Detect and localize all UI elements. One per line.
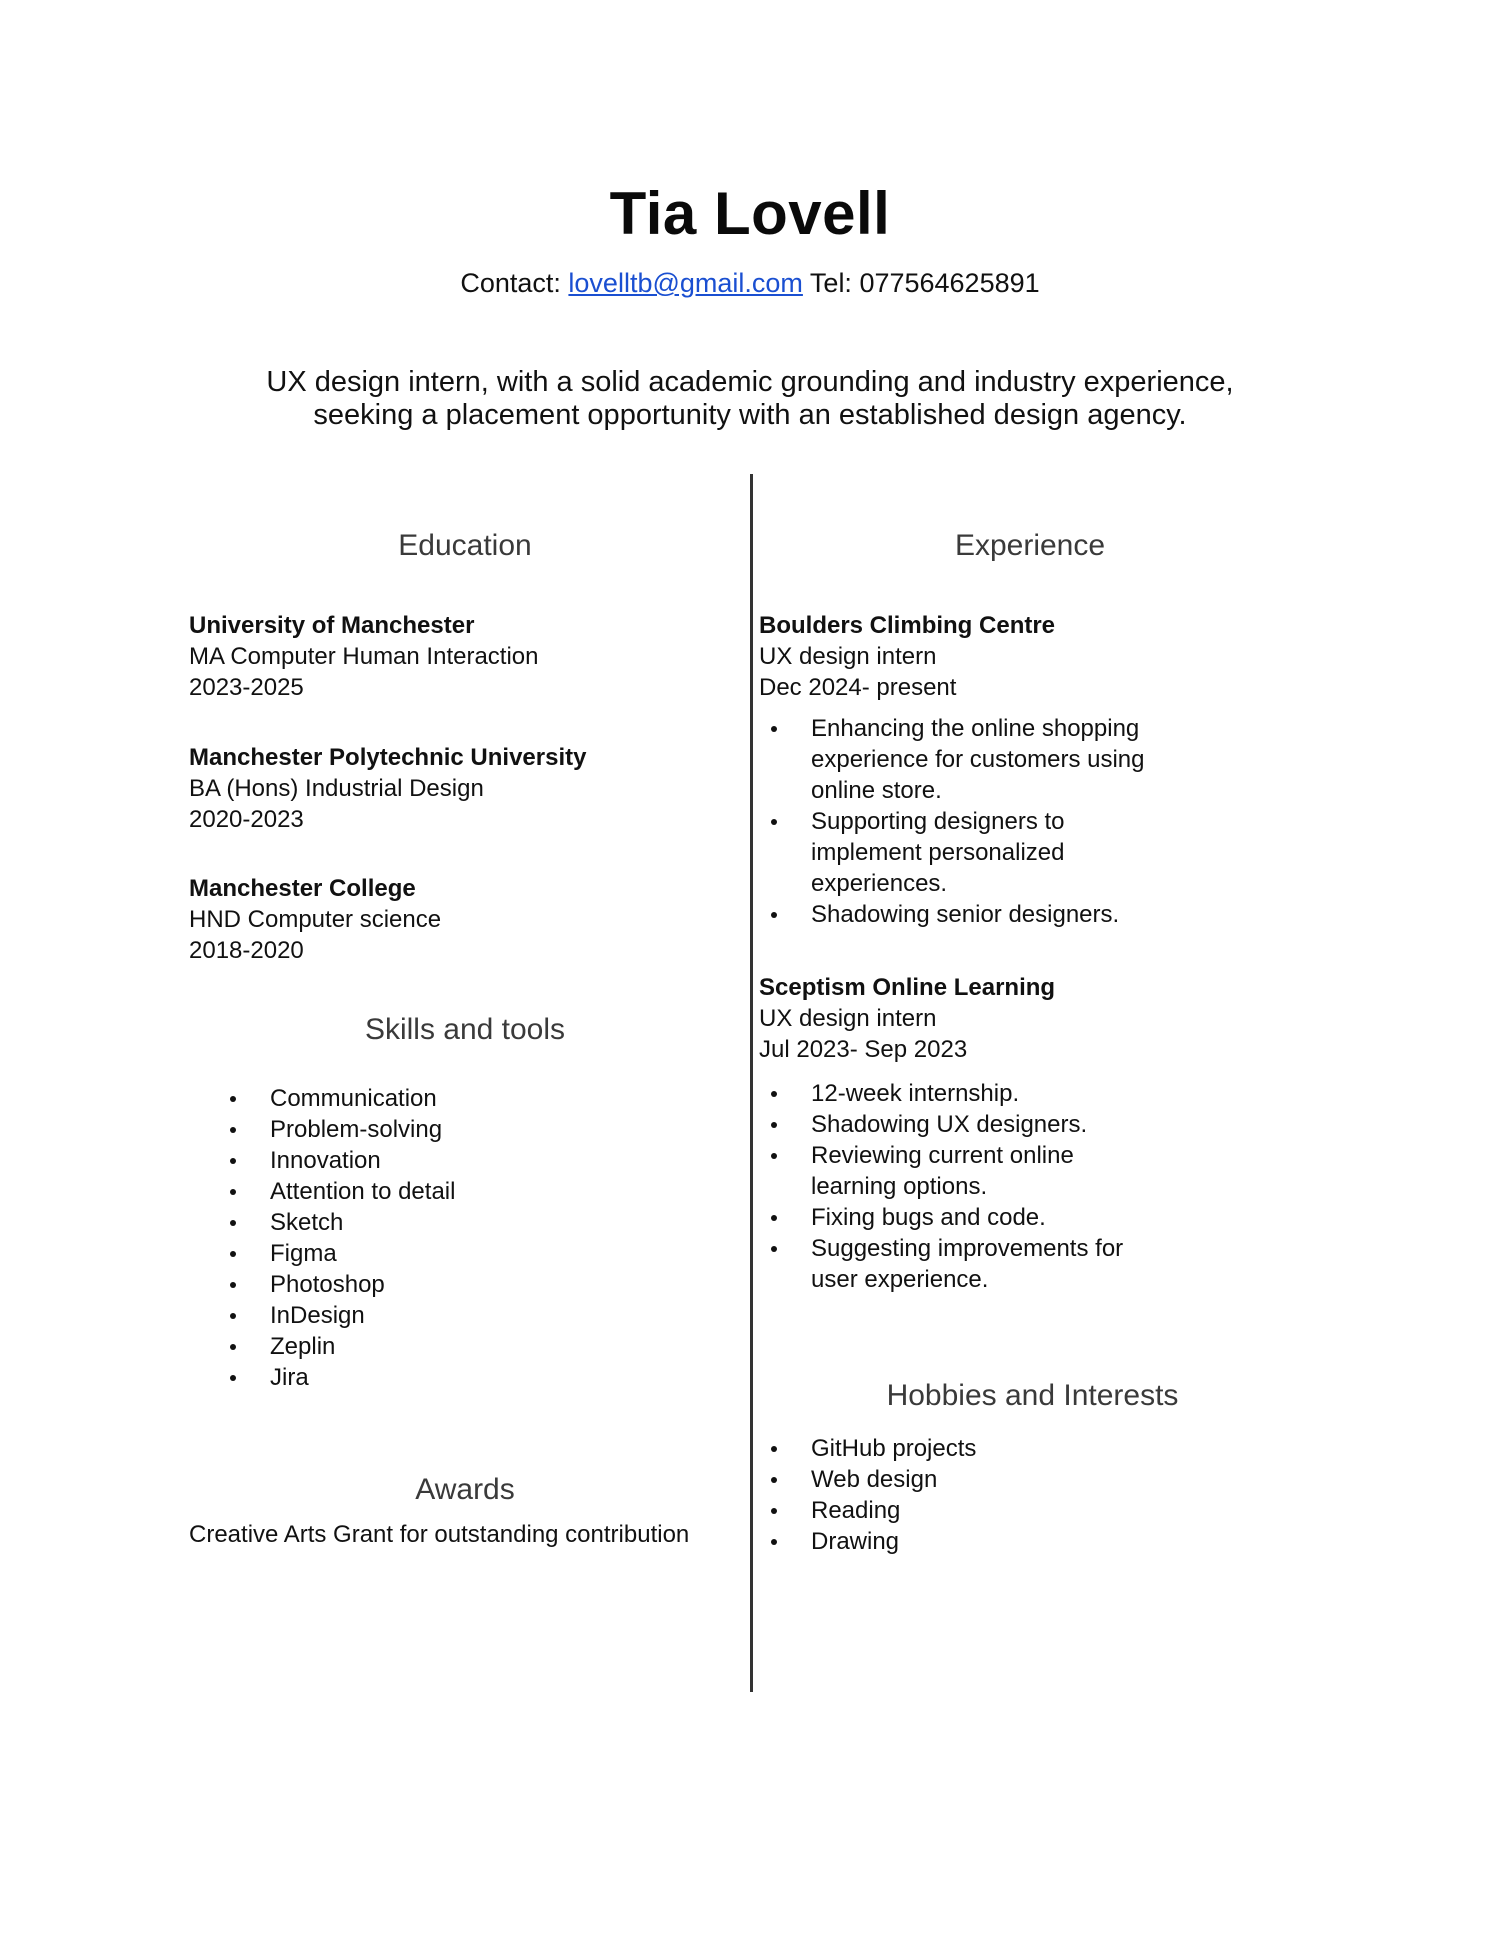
list-item: Reading bbox=[759, 1495, 976, 1526]
telephone: Tel: 077564625891 bbox=[809, 268, 1040, 298]
list-item bbox=[759, 806, 1145, 899]
list-item: Attention to detail bbox=[218, 1176, 455, 1207]
award-item: Creative Arts Grant for outstanding contribution bbox=[189, 1521, 690, 1548]
experience-bullets bbox=[759, 713, 1145, 930]
education-org: University of Manchester bbox=[189, 612, 475, 639]
list-item-line: experience for customers using bbox=[811, 746, 1145, 773]
education-course: HND Computer science bbox=[189, 906, 442, 933]
experience-dates: Dec 2024- present bbox=[759, 674, 957, 701]
list-item-line: experiences. bbox=[811, 870, 948, 897]
resume-name: Tia Lovell bbox=[609, 180, 891, 247]
education-years: 2020-2023 bbox=[189, 806, 304, 833]
column-divider bbox=[750, 474, 753, 1692]
list-item-line: 12-week internship. bbox=[811, 1080, 1020, 1107]
list-item: Figma bbox=[218, 1238, 455, 1269]
list-item-line: implement personalized bbox=[811, 839, 1065, 866]
hobbies-title: Hobbies and Interests bbox=[886, 1379, 1179, 1412]
education-entry bbox=[189, 742, 586, 835]
education-course: BA (Hons) Industrial Design bbox=[189, 775, 484, 802]
list-item-line: Supporting designers to bbox=[811, 808, 1065, 835]
experience-entry bbox=[759, 610, 1055, 703]
education-course: MA Computer Human Interaction bbox=[189, 643, 539, 670]
summary bbox=[150, 366, 1350, 432]
email-link[interactable]: lovelltb@gmail.com bbox=[568, 268, 803, 298]
list-item: Innovation bbox=[218, 1145, 455, 1176]
list-item: Web design bbox=[759, 1464, 976, 1495]
skills-list bbox=[218, 1083, 455, 1393]
list-item: Problem-solving bbox=[218, 1114, 455, 1145]
list-item-line: online store. bbox=[811, 777, 942, 804]
hobbies-list bbox=[759, 1433, 976, 1557]
list-item bbox=[759, 899, 1145, 930]
list-item-line: Enhancing the online shopping bbox=[811, 715, 1140, 742]
list-item bbox=[759, 1233, 1123, 1295]
list-item-line: Shadowing UX designers. bbox=[811, 1111, 1088, 1138]
experience-bullets bbox=[759, 1078, 1123, 1295]
education-entry bbox=[189, 873, 441, 966]
list-item bbox=[759, 713, 1145, 806]
list-item-line: Reviewing current online bbox=[811, 1142, 1074, 1169]
list-item bbox=[759, 1140, 1123, 1202]
education-years: 2023-2025 bbox=[189, 674, 304, 701]
contact-label: Contact: bbox=[460, 268, 561, 298]
list-item-line: Fixing bugs and code. bbox=[811, 1204, 1046, 1231]
experience-role: UX design intern bbox=[759, 643, 937, 670]
education-org: Manchester Polytechnic University bbox=[189, 744, 587, 771]
list-item-line: Shadowing senior designers. bbox=[811, 901, 1120, 928]
list-item-line: Suggesting improvements for bbox=[811, 1235, 1124, 1262]
experience-role: UX design intern bbox=[759, 1005, 937, 1032]
skills-title: Skills and tools bbox=[364, 1013, 566, 1046]
summary-line: UX design intern, with a solid academic grounding and industry experience, bbox=[266, 366, 1234, 398]
list-item: Sketch bbox=[218, 1207, 455, 1238]
list-item bbox=[759, 1202, 1123, 1233]
list-item bbox=[759, 1109, 1123, 1140]
list-item: Jira bbox=[218, 1362, 455, 1393]
education-org: Manchester College bbox=[189, 875, 416, 902]
awards-title: Awards bbox=[415, 1473, 515, 1506]
experience-entry bbox=[759, 972, 1055, 1065]
list-item: Photoshop bbox=[218, 1269, 455, 1300]
list-item: Zeplin bbox=[218, 1331, 455, 1362]
list-item bbox=[759, 1078, 1123, 1109]
list-item: InDesign bbox=[218, 1300, 455, 1331]
list-item: Communication bbox=[218, 1083, 455, 1114]
list-item: Drawing bbox=[759, 1526, 976, 1557]
list-item: GitHub projects bbox=[759, 1433, 976, 1464]
experience-title: Experience bbox=[954, 529, 1106, 562]
summary-line: seeking a placement opportunity with an established design agency. bbox=[313, 399, 1187, 431]
list-item-line: learning options. bbox=[811, 1173, 988, 1200]
education-title: Education bbox=[398, 529, 532, 562]
education-entry bbox=[189, 610, 539, 703]
experience-org: Sceptism Online Learning bbox=[759, 974, 1056, 1001]
experience-dates: Jul 2023- Sep 2023 bbox=[759, 1036, 968, 1063]
education-years: 2018-2020 bbox=[189, 937, 304, 964]
experience-org: Boulders Climbing Centre bbox=[759, 612, 1056, 639]
list-item-line: user experience. bbox=[811, 1266, 989, 1293]
contact-line bbox=[0, 266, 1500, 300]
